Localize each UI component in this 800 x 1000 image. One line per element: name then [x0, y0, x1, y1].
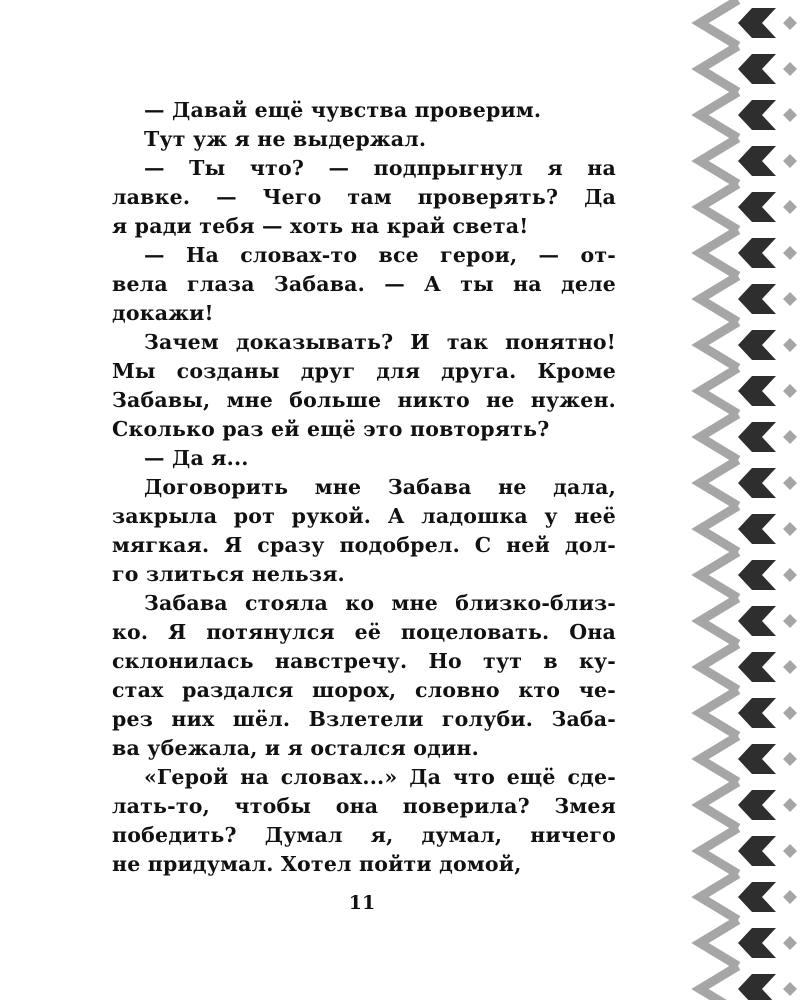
- arrowhead-motif: [738, 698, 776, 728]
- diamond-motif: [783, 62, 797, 76]
- zigzag-segment: [700, 46, 738, 92]
- zigzag-segment: [700, 276, 738, 322]
- diamond-motif: [783, 660, 797, 674]
- zigzag-segment: [700, 828, 738, 874]
- diamond-motif: [783, 798, 797, 812]
- diamond-motif: [783, 108, 797, 122]
- arrowhead-motif: [738, 928, 776, 958]
- zigzag-segment: [700, 322, 738, 368]
- zigzag-segment: [700, 138, 738, 184]
- arrowhead-motif: [738, 238, 776, 268]
- text-line: «Герой на словах...» Да что ещё сде-: [144, 765, 616, 789]
- text-line: Тут уж я не выдержал.: [144, 127, 427, 151]
- arrowhead-motif: [738, 744, 776, 774]
- zigzag-segment: [700, 552, 738, 598]
- arrowhead-motif: [738, 560, 776, 590]
- arrowhead-motif: [738, 790, 776, 820]
- paragraph: [112, 125, 616, 154]
- diamond-motif: [783, 154, 797, 168]
- arrowhead-motif: [738, 284, 776, 314]
- text-line: лавке. — Чего там проверять? Да: [112, 185, 616, 209]
- zigzag-segment: [700, 230, 738, 276]
- zigzag-segment: [700, 874, 738, 920]
- zigzag-segment: [700, 690, 738, 736]
- diamond-motif: [783, 16, 797, 30]
- paragraph: [112, 241, 616, 328]
- arrowhead-motif: [738, 652, 776, 682]
- diamond-motif: [783, 890, 797, 904]
- text-line: Зачем доказывать? И так понятно!: [144, 330, 616, 354]
- diamond-motif: [783, 476, 797, 490]
- zigzag-segment: [700, 0, 738, 46]
- zigzag-segment: [700, 644, 738, 690]
- zigzag-segment: [700, 782, 738, 828]
- arrowhead-motif: [738, 882, 776, 912]
- decorative-border-ornament: [670, 0, 800, 1000]
- text-line: Забавы, мне больше никто не нужен.: [112, 388, 616, 412]
- page-number: 11: [348, 892, 376, 914]
- text-line: я ради тебя — хоть на край света!: [112, 214, 529, 238]
- arrowhead-motif: [738, 376, 776, 406]
- zigzag-segment: [700, 736, 738, 782]
- zigzag-segment: [700, 368, 738, 414]
- arrowhead-motif: [738, 422, 776, 452]
- arrowhead-motif: [738, 836, 776, 866]
- text-line: Забава стояла ко мне близко-близ-: [144, 591, 616, 615]
- arrowhead-motif: [738, 54, 776, 84]
- text-line: ва убежала, и я остался один.: [112, 736, 479, 760]
- arrowhead-motif: [738, 606, 776, 636]
- text-line: не придумал. Хотел пойти домой,: [112, 852, 522, 876]
- diamond-motif: [783, 522, 797, 536]
- diamond-motif: [783, 614, 797, 628]
- text-line: — Ты что? — подпрыгнул я на: [144, 156, 616, 180]
- text-line: закрыла рот рукой. А ладошка у неё: [112, 504, 616, 528]
- arrowhead-motif: [738, 100, 776, 130]
- diamond-motif: [783, 982, 797, 996]
- text-line: склонилась навстречу. Но тут в ку-: [112, 649, 616, 673]
- text-line: докажи!: [112, 301, 214, 325]
- zigzag-segment: [700, 414, 738, 460]
- diamond-motif: [783, 752, 797, 766]
- arrowhead-motif: [738, 514, 776, 544]
- text-line: мягкая. Я сразу подобрел. С ней дол-: [112, 533, 616, 557]
- text-line: победить? Думал я, думал, ничего: [112, 823, 616, 847]
- paragraph: [112, 328, 616, 444]
- diamond-motif: [783, 246, 797, 260]
- diamond-motif: [783, 936, 797, 950]
- text-line: рез них шёл. Взлетели голуби. Заба-: [112, 707, 616, 731]
- zigzag-segment: [700, 184, 738, 230]
- diamond-motif: [783, 384, 797, 398]
- zigzag-segment: [700, 598, 738, 644]
- body-text: [112, 96, 616, 879]
- zigzag-segment: [700, 506, 738, 552]
- zigzag-segment: [700, 460, 738, 506]
- text-line: го злиться нельзя.: [112, 562, 345, 586]
- arrowhead-motif: [738, 974, 776, 1000]
- arrowhead-motif: [738, 146, 776, 176]
- text-line: — На словах-то все герои, — от-: [144, 243, 616, 267]
- text-line: вела глаза Забава. — А ты на деле: [112, 272, 616, 296]
- paragraph: [112, 763, 616, 879]
- text-line: Мы созданы друг для друга. Кроме: [112, 359, 616, 383]
- arrowhead-motif: [738, 330, 776, 360]
- paragraph: [112, 444, 616, 473]
- text-line: Сколько раз ей ещё это повторять?: [112, 417, 550, 441]
- diamond-motif: [783, 338, 797, 352]
- arrowhead-motif: [738, 192, 776, 222]
- diamond-motif: [783, 200, 797, 214]
- paragraph: [112, 589, 616, 763]
- arrowhead-motif: [738, 468, 776, 498]
- paragraph: [112, 96, 616, 125]
- paragraph: [112, 473, 616, 589]
- text-line: стах раздался шорох, словно кто че-: [112, 678, 616, 702]
- text-line: ко. Я потянулся её поцеловать. Она: [112, 620, 616, 644]
- diamond-motif: [783, 568, 797, 582]
- zigzag-segment: [700, 92, 738, 138]
- arrowhead-motif: [738, 8, 776, 38]
- diamond-motif: [783, 706, 797, 720]
- zigzag-segment: [700, 966, 738, 1000]
- text-line: лать-то, чтобы она поверила? Змея: [112, 794, 616, 818]
- zigzag-segment: [700, 920, 738, 966]
- diamond-motif: [783, 292, 797, 306]
- text-line: — Да я...: [144, 446, 249, 470]
- paragraph: [112, 154, 616, 241]
- diamond-motif: [783, 844, 797, 858]
- text-line: — Давай ещё чувства проверим.: [144, 98, 542, 122]
- diamond-motif: [783, 430, 797, 444]
- text-line: Договорить мне Забава не дала,: [144, 475, 616, 499]
